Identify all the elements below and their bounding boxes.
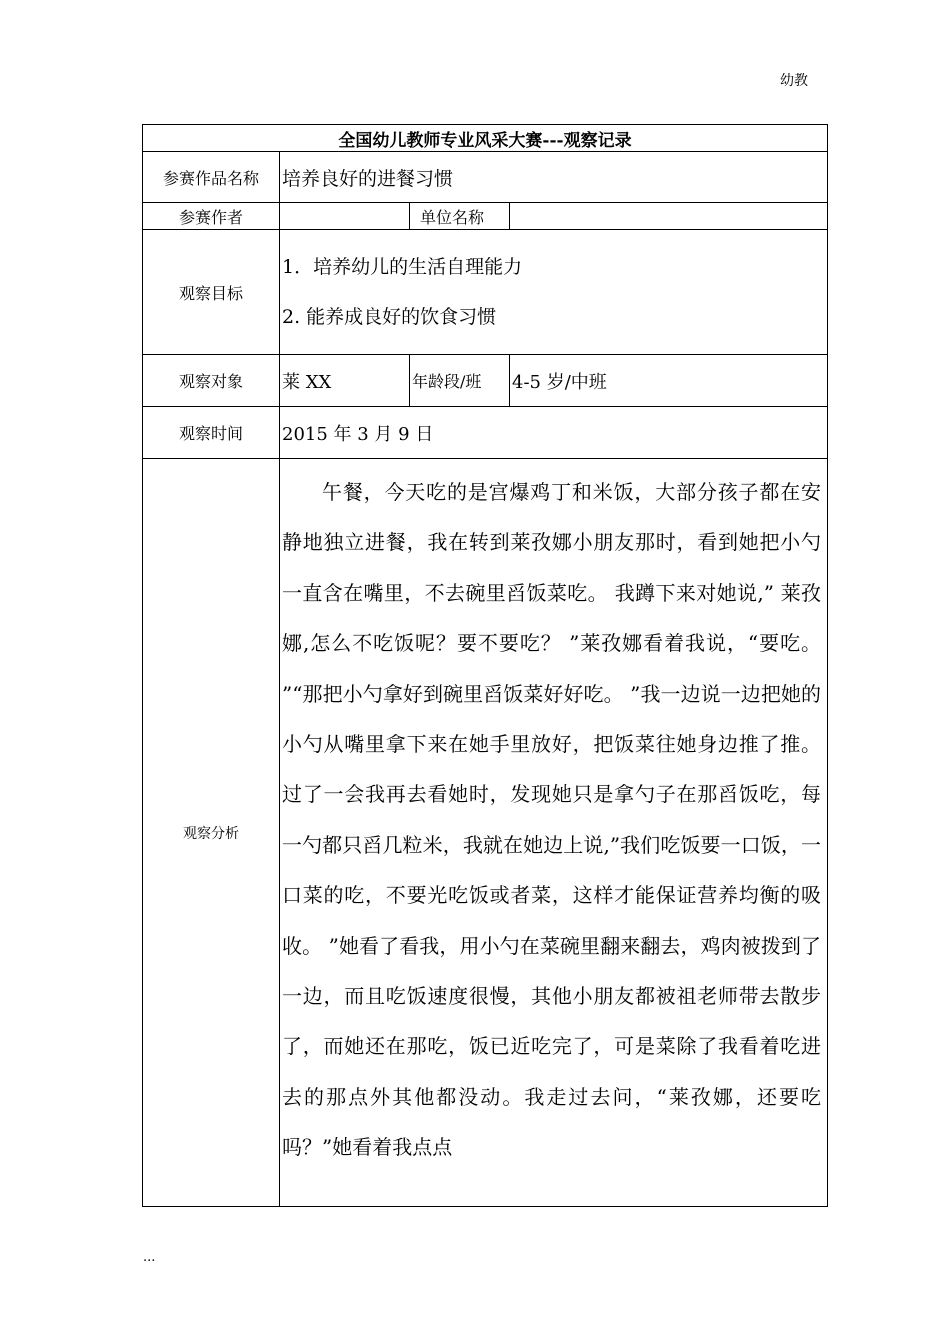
unit-value [510, 203, 828, 230]
work-name-label: 参赛作品名称 [143, 152, 280, 203]
observation-record-table [142, 124, 828, 1207]
goal-item-2: 2. 能养成良好的饮食习惯 [282, 306, 497, 328]
goals-label: 观察目标 [143, 230, 280, 355]
footer-mark: ... [143, 1250, 156, 1265]
unit-label: 单位名称 [410, 203, 510, 230]
time-label: 观察时间 [143, 407, 280, 459]
work-name-value: 培养良好的进餐习惯 [280, 152, 828, 203]
author-value [280, 203, 410, 230]
analysis-label: 观察分析 [143, 459, 280, 1207]
subject-value: 莱 XX [280, 355, 410, 407]
author-label: 参赛作者 [143, 203, 280, 230]
age-value: 4-5 岁/中班 [510, 355, 828, 407]
time-value: 2015 年 3 月 9 日 [280, 407, 828, 459]
subject-label: 观察对象 [143, 355, 280, 407]
goals-cell [280, 230, 828, 355]
analysis-text: 午餐，今天吃的是宫爆鸡丁和米饭，大部分孩子都在安静地独立进餐，我在转到莱孜娜小朋友那时，看到她把小勺一直含在嘴里，不去碗里舀饭菜吃。 我蹲下来对她说,” 莱孜娜,怎么不吃饭呢？要不要吃？ ”莱孜娜看着我说，“要吃。 ”“那把小勺拿好到碗里舀饭菜好好吃。 ”我一边说一边把她的小勺从嘴里拿下来在她手里放好，把饭菜往她身边推了推。 过了一会我再去看她时，发现她只是拿勺子在那舀饭吃，每一勺都只舀几粒米，我就在她边上说,”我们吃饭要一口饭，一口菜的吃，不要光吃饭或者菜，这样才能保证营养均衡的吸收。 ”她看了看我，用小勺在菜碗里翻来翻去，鸡肉被拨到了一边，而且吃饭速度很慢，其他小朋友都被祖老师带去散步了，而她还在那吃，饭已近吃完了，可是菜除了我看着吃进去的那点外其他都没动。我走过去问，“莱孜娜，还要吃吗？”她看着我点点 [280, 459, 828, 1207]
goal-item-1: 1．培养幼儿的生活自理能力 [282, 256, 523, 278]
header-tag: 幼教 [780, 73, 808, 89]
age-label: 年龄段/班 [410, 355, 510, 407]
table-title: 全国幼儿教师专业风采大赛---观察记录 [143, 125, 828, 152]
